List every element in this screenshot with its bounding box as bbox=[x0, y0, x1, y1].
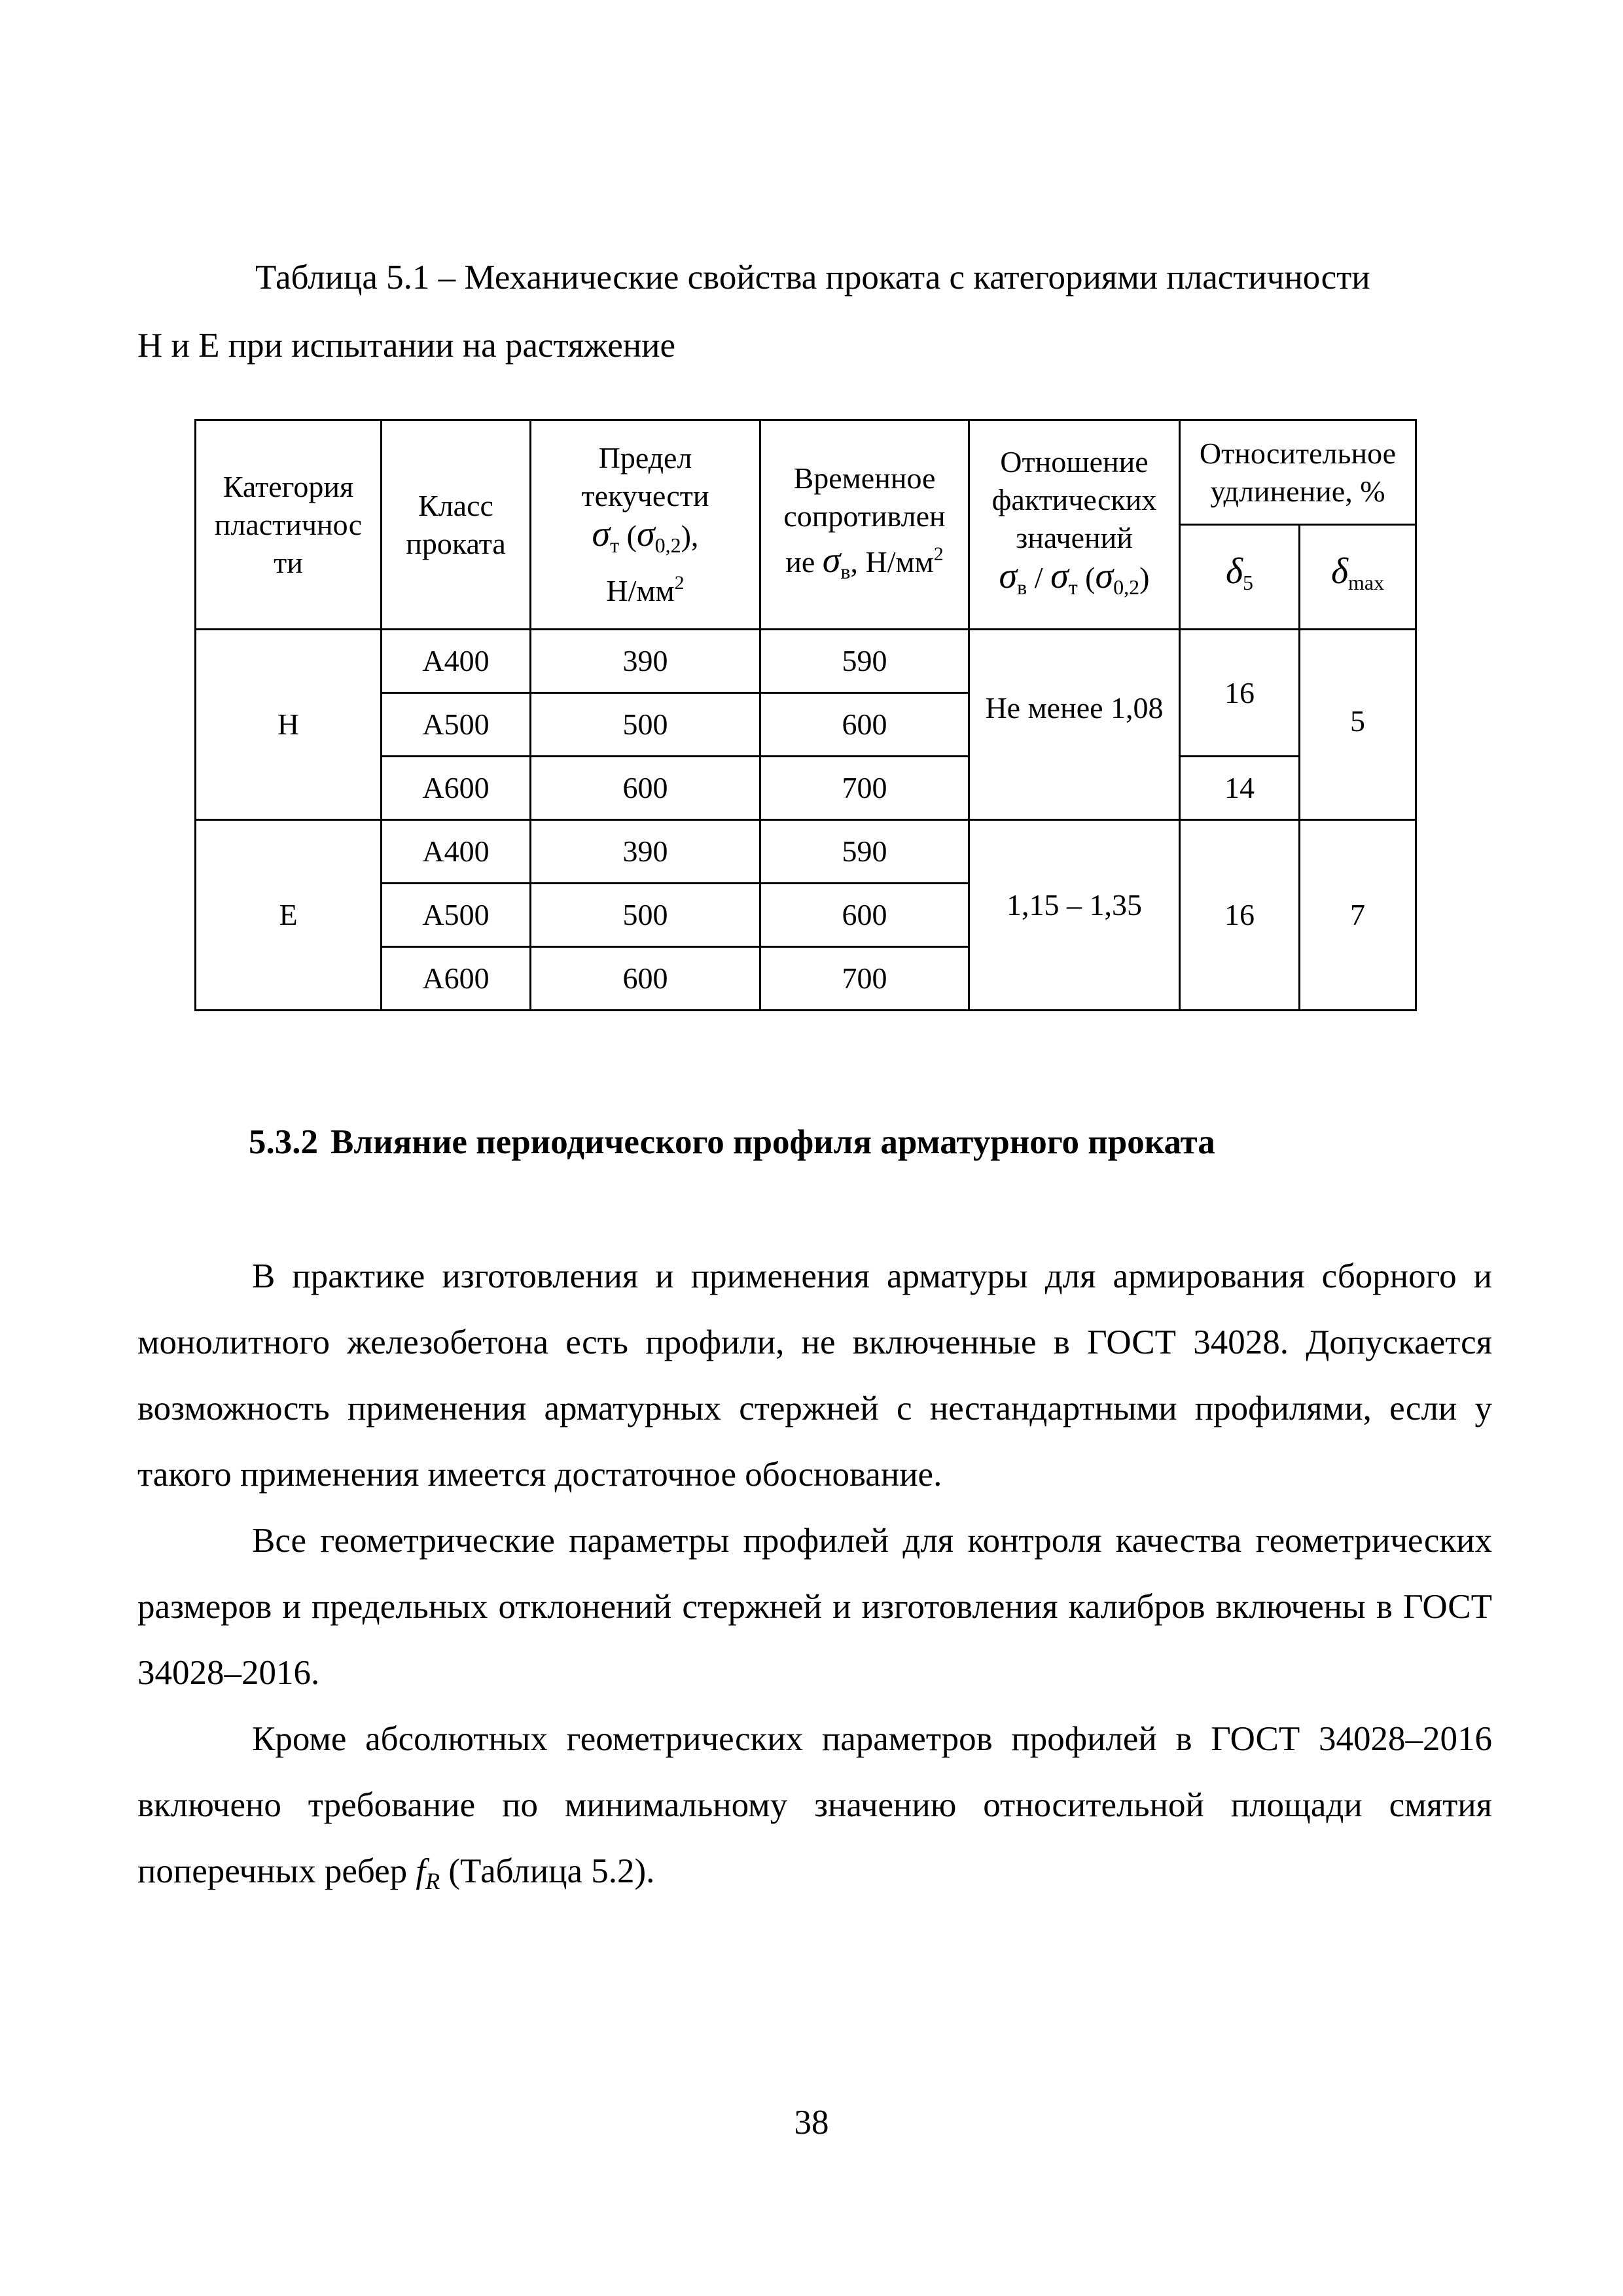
body-text bbox=[137, 1244, 1492, 1914]
header-yield-text: Предел текучести bbox=[581, 441, 709, 512]
deltamax-cell: 5 bbox=[1300, 630, 1416, 820]
tensile-cell: 700 bbox=[760, 947, 969, 1011]
class-cell: А600 bbox=[382, 757, 531, 820]
class-cell: А600 bbox=[382, 947, 531, 1011]
section-heading bbox=[249, 1116, 1492, 1168]
page-number: 38 bbox=[794, 2104, 829, 2142]
tensile-cell: 590 bbox=[760, 630, 969, 693]
header-class: Класс проката bbox=[382, 420, 531, 630]
tensile-cell: 590 bbox=[760, 820, 969, 884]
yield-cell: 390 bbox=[531, 820, 760, 884]
class-cell: А500 bbox=[382, 693, 531, 757]
tensile-cell: 600 bbox=[760, 884, 969, 947]
category-cell: Е bbox=[196, 820, 382, 1011]
header-ratio-text: Отношение фактических значений bbox=[991, 445, 1157, 554]
delta5-cell: 14 bbox=[1180, 757, 1300, 820]
paragraph-2: Все геометрические параметры профилей для контроля качества геометрических размеров и предельных отклонений стержней и изготовления калибров включены в ГОСТ 34028–2016. bbox=[137, 1522, 1492, 1692]
caption-line-1: Таблица 5.1 – Механические свойства проката с категориями пластичности bbox=[255, 259, 1370, 296]
delta5-cell: 16 bbox=[1180, 630, 1300, 757]
deltamax-cell: 7 bbox=[1300, 820, 1416, 1011]
table-caption bbox=[137, 243, 1492, 380]
ratio-cell: Не менее 1,08 bbox=[969, 630, 1180, 820]
class-cell: А400 bbox=[382, 630, 531, 693]
table-row bbox=[196, 820, 1416, 884]
class-cell: А400 bbox=[382, 820, 531, 884]
yield-cell: 390 bbox=[531, 630, 760, 693]
section-number: 5.3.2 bbox=[249, 1123, 318, 1161]
paragraph-3: Кроме абсолютных геометрических параметров профилей в ГОСТ 34028–2016 включено требование по минимальному значению относительной площади смятия поперечных ребер fR (Таблица 5.2). bbox=[137, 1720, 1492, 1894]
header-ratio bbox=[969, 420, 1180, 630]
header-yield bbox=[531, 420, 760, 630]
caption-line-2: Н и Е при испытании на растяжение bbox=[137, 327, 675, 365]
header-yield-unit: $Н/мм^2$ bbox=[606, 572, 685, 607]
delta5-cell: 16 bbox=[1180, 820, 1300, 1011]
tensile-cell: 600 bbox=[760, 693, 969, 757]
category-cell: Н bbox=[196, 630, 382, 820]
header-ratio-formula: $\sigma_в / \sigma_т$ $(\sigma_{0,2})$ bbox=[999, 556, 1150, 599]
ratio-cell: 1,15 – 1,35 bbox=[969, 820, 1180, 1011]
yield-cell: 500 bbox=[531, 884, 760, 947]
sigma-symbol: σ bbox=[636, 514, 655, 554]
tensile-cell: 700 bbox=[760, 757, 969, 820]
fr-symbol: fR bbox=[416, 1852, 440, 1894]
header-delta5: $\delta_5$ bbox=[1180, 525, 1300, 630]
table-row bbox=[196, 630, 1416, 693]
class-cell: А500 bbox=[382, 884, 531, 947]
paragraph-1: В практике изготовления и применения арматуры для армирования сборного и монолитного железобетона есть профили, не включенные в ГОСТ 34028. Допускается возможность применения арматурных стержней с нестандартными профилями, если у такого применения имеется достаточное обоснование. bbox=[137, 1257, 1492, 1494]
header-elongation: Относительное удлинение, % bbox=[1180, 420, 1416, 525]
yield-cell: 600 bbox=[531, 757, 760, 820]
mechanical-properties-table bbox=[194, 419, 1417, 1011]
header-tensile-formula: ие $\sigma_в$, $Н/мм^2$ bbox=[785, 539, 944, 583]
yield-cell: 600 bbox=[531, 947, 760, 1011]
section-title: Влияние периодического профиля арматурного проката bbox=[330, 1123, 1215, 1161]
header-category: Категория пластичнос ти bbox=[196, 420, 382, 630]
yield-cell: 500 bbox=[531, 693, 760, 757]
sigma-symbol: σ bbox=[592, 514, 611, 554]
header-tensile bbox=[760, 420, 969, 630]
sigma-symbol: σ bbox=[822, 539, 841, 581]
header-yield-formula: $\sigma_т$ $(\sigma_{0,2})$, bbox=[592, 514, 699, 557]
header-deltamax: $\delta_{max}$ bbox=[1300, 525, 1416, 630]
header-tensile-text: Временное сопротивлен bbox=[783, 461, 946, 533]
